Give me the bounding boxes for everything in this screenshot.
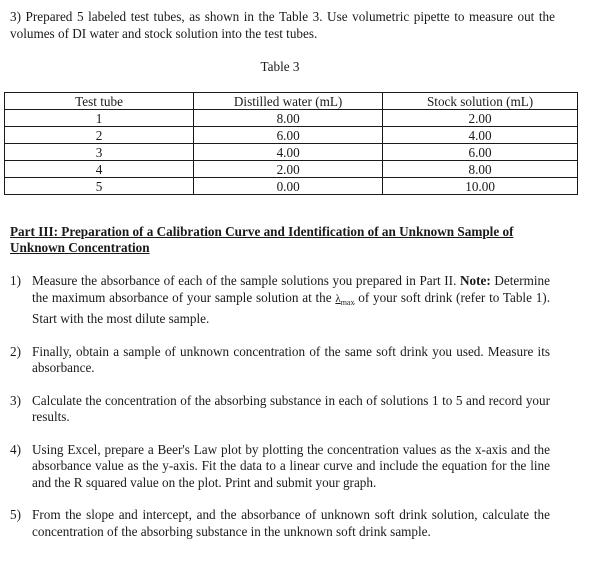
cell-distilled-water: 0.00: [194, 178, 383, 195]
cell-distilled-water: 6.00: [194, 127, 383, 144]
cell-test-tube: 5: [5, 178, 194, 195]
cell-test-tube: 2: [5, 127, 194, 144]
step-item: [10, 393, 550, 426]
header-test-tube: Test tube: [5, 93, 194, 110]
lambda-max-symbol: [335, 293, 354, 305]
table-header-row: [5, 93, 578, 110]
step-text: of your soft drink (refer to Table 1). Start with the most dilute sample.: [32, 289, 550, 327]
cell-stock-solution: 4.00: [383, 127, 578, 144]
cell-stock-solution: 2.00: [383, 110, 578, 127]
table-row: [5, 110, 578, 127]
table-caption: Table 3: [260, 59, 300, 74]
step-item: [10, 442, 550, 492]
header-distilled-water: Distilled water (mL): [194, 93, 383, 110]
step-number: 3): [10, 392, 21, 408]
cell-test-tube: 1: [5, 110, 194, 127]
part-three-heading: Part III: Preparation of a Calibration Curve and Identification of an Unknown Sample of Unknown Concentration: [10, 224, 514, 255]
header-stock-solution: Stock solution (mL): [383, 93, 578, 110]
step-item: [10, 273, 550, 328]
cell-distilled-water: 2.00: [194, 161, 383, 178]
step-number: 1): [10, 273, 21, 288]
table-row: [5, 161, 578, 178]
lambda-subscript: max: [340, 297, 355, 307]
step-number: 5): [10, 507, 21, 523]
cell-distilled-water: 4.00: [194, 144, 383, 161]
step-text: Measure the absorbance of each of the sample solutions you prepared in Part II.: [32, 273, 460, 288]
step-number: 4): [10, 441, 21, 457]
table-row: [5, 127, 578, 144]
table-row: [5, 178, 578, 195]
step-text: Calculate the concentration of the absorbing substance in each of solutions 1 to 5 and record your results.: [32, 392, 550, 425]
table-row: [5, 144, 578, 161]
intro-paragraph: 3) Prepared 5 labeled test tubes, as shown in the Table 3. Use volumetric pipette to measure out the volumes of DI water and stock solution into the test tubes.: [10, 9, 555, 41]
cell-test-tube: 4: [5, 161, 194, 178]
test-tube-table: [4, 92, 578, 195]
cell-distilled-water: 8.00: [194, 110, 383, 127]
step-number: 2): [10, 343, 21, 359]
cell-test-tube: 3: [5, 144, 194, 161]
cell-stock-solution: 10.00: [383, 178, 578, 195]
lambda-letter: λ: [335, 292, 341, 305]
cell-stock-solution: 6.00: [383, 144, 578, 161]
procedure-steps: [10, 273, 550, 540]
step-item: [10, 507, 550, 540]
step-text: From the slope and intercept, and the absorbance of unknown soft drink solution, calculate the concentration of the absorbing substance in the unknown soft drink sample.: [32, 507, 550, 539]
note-label: Note:: [459, 273, 491, 288]
cell-stock-solution: 8.00: [383, 161, 578, 178]
step-text: Finally, obtain a sample of unknown concentration of the same soft drink you used. Measure its absorbance.: [32, 343, 550, 376]
step-text: Using Excel, prepare a Beer's Law plot by plotting the concentration values as the x-axis and the absorbance value as the y-axis. Fit the data to a linear curve and include the equation for the line and the R squared value on the plot. Print and submit your graph.: [32, 441, 550, 490]
step-item: [10, 344, 550, 377]
step-text: Determine the maximum absorbance of your sample solution at the: [32, 273, 551, 305]
